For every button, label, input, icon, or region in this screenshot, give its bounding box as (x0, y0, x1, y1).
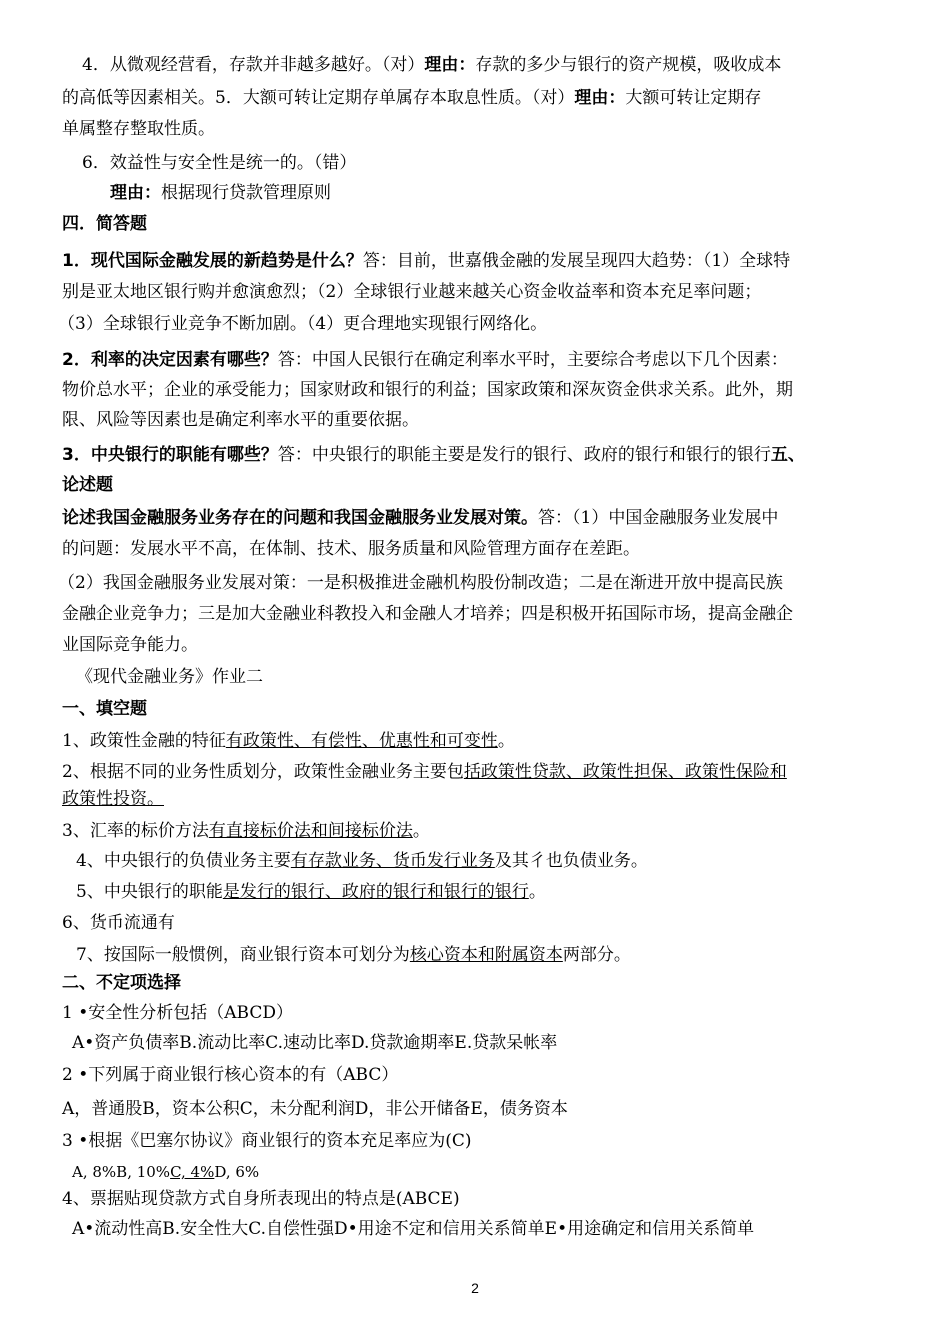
fill-q2-line1: 2、根据不同的业务性质划分，政策性金融业务主要包括政策性贷款、政策性担保、政策性保险和 (62, 762, 787, 782)
mc-q1: 1 •安全性分析包括（ABCD） (62, 1003, 293, 1023)
mc-q4: 4、票据贴现贷款方式自身所表现出的特点是(ABCE) (62, 1189, 460, 1209)
sa-q2-line3: 限、风险等因素也是确定利率水平的重要依据。 (62, 410, 419, 430)
mc-heading: 二、不定项选择 (62, 973, 181, 993)
tf-q6-line: 6．效益性与安全性是统一的。（错） (82, 153, 357, 173)
sa-q1-line1: 1．现代国际金融发展的新趋势是什么？答：目前，世嘉俄金融的发展呈现四大趋势：（1）全球特 (62, 251, 791, 271)
fill-q6: 6、货币流通有 (62, 913, 175, 933)
short-answer-heading: 四．简答题 (62, 214, 147, 234)
sa-q2-line1: 2．利率的决定因素有哪些？答：中国人民银行在确定利率水平时，主要综合考虑以下几个因素： (62, 350, 788, 370)
mc-q3: 3 •根据《巴塞尔协议》商业银行的资本充足率应为(C) (62, 1131, 472, 1151)
page-number: 2 (471, 1280, 479, 1296)
mc-q2-options: A，普通股B，资本公积C，未分配利润D，非公开储备E，债务资本 (62, 1099, 568, 1119)
essay-line5: 业国际竞争能力。 (62, 635, 198, 655)
mc-q1-options: A•资产负债率B.流动比率C.速动比率D.贷款逾期率E.贷款呆帐率 (72, 1033, 558, 1053)
homework2-title: 《现代金融业务》作业二 (76, 667, 263, 687)
tf-q6-reason: 理由：根据现行贷款管理原则 (110, 183, 331, 203)
fill-heading: 一、填空题 (62, 699, 147, 719)
essay-line2: 的问题：发展水平不高，在体制、技术、服务质量和风险管理方面存在差距。 (62, 539, 640, 559)
tf-q5-continued: 单属整存整取性质。 (62, 119, 215, 139)
essay-heading: 论述题 (62, 475, 113, 495)
fill-q2-line2: 政策性投资。 (62, 789, 164, 809)
sa-q3-line1: 3．中央银行的职能有哪些？答：中央银行的职能主要是发行的银行、政府的银行和银行的银行五、 (62, 445, 805, 465)
mc-q2: 2 •下列属于商业银行核心资本的有（ABC） (62, 1065, 399, 1085)
fill-q3: 3、汇率的标价方法有直接标价法和间接标价法。 (62, 821, 430, 841)
tf-q5-line: 的高低等因素相关。5．大额可转让定期存单属存本取息性质。（对）理由：大额可转让定期存 (62, 88, 762, 108)
mc-q3-options: A, 8%B, 10%C, 4%D, 6% (72, 1163, 260, 1181)
fill-q4: 4、中央银行的负债业务主要有存款业务、货币发行业务及其彳也负债业务。 (76, 851, 648, 871)
sa-q1-line3: （3）全球银行业竞争不断加剧。（4）更合理地实现银行网络化。 (58, 314, 548, 334)
tf-q4-line: 4．从微观经营看，存款并非越多越好。（对）理由：存款的多少与银行的资产规模，吸收成本 (82, 55, 782, 75)
fill-q1: 1、政策性金融的特征有政策性、有偿性、优惠性和可变性。 (62, 731, 515, 751)
fill-q7: 7、按国际一般惯例，商业银行资本可划分为核心资本和附属资本两部分。 (76, 945, 631, 965)
essay-line1: 论述我国金融服务业务存在的问题和我国金融服务业发展对策。答：（1）中国金融服务业发展中 (62, 508, 779, 528)
essay-line3: （2）我国金融服务业发展对策：一是积极推进金融机构股份制改造；二是在渐进开放中提高民族 (58, 573, 783, 593)
sa-q1-line2: 别是亚太地区银行购并愈演愈烈；（2）全球银行业越来越关心资金收益率和资本充足率问题； (62, 282, 762, 302)
essay-line4: 金融企业竞争力；三是加大金融业科教投入和金融人才培养；四是积极开拓国际市场，提高金融企 (62, 604, 793, 624)
sa-q2-line2: 物价总水平；企业的承受能力；国家财政和银行的利益；国家政策和深灰资金供求关系。此外，期 (62, 380, 793, 400)
mc-q4-options: A•流动性高B.安全性大C.自偿性强D•用途不定和信用关系简单E•用途确定和信用关系简单 (72, 1219, 755, 1239)
fill-q5: 5、中央银行的职能是发行的银行、政府的银行和银行的银行。 (76, 882, 546, 902)
